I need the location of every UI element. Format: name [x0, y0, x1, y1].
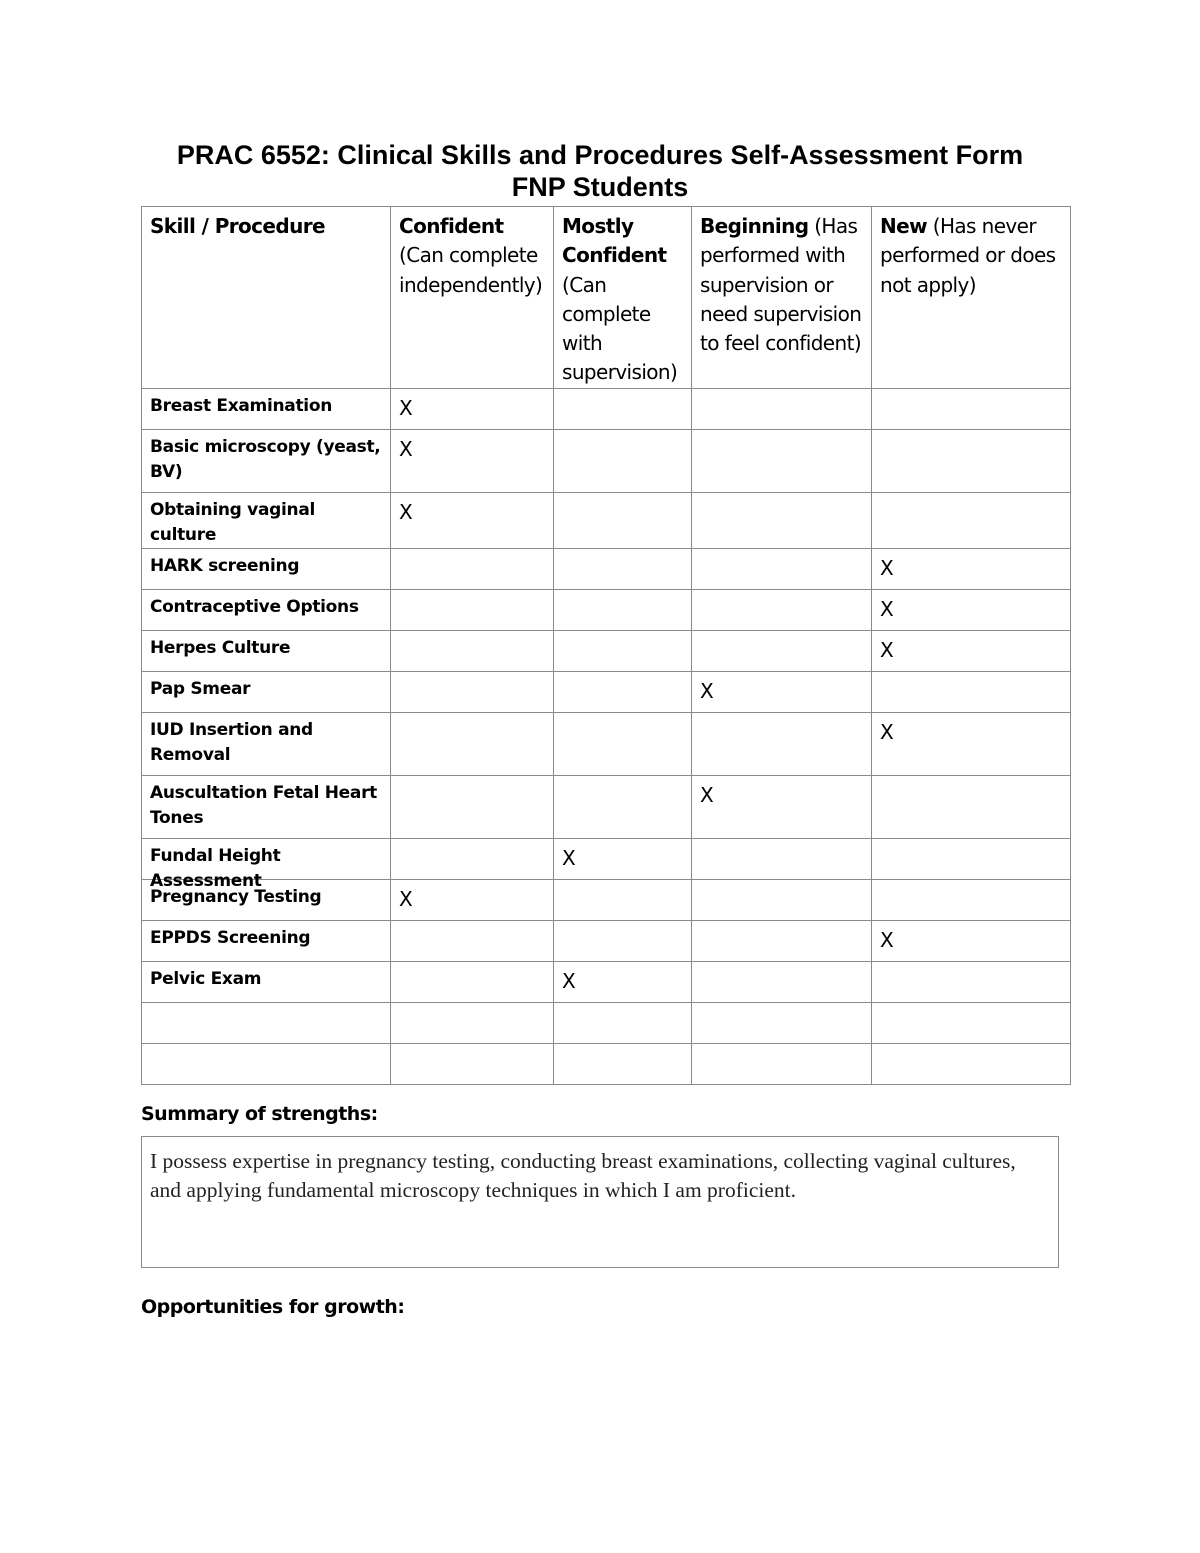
mark-mostly-confident [554, 713, 692, 776]
mark-new [872, 839, 1071, 880]
mark-beginning [692, 921, 872, 962]
skill-cell-text: Fundal Height Assessment [150, 846, 281, 891]
header-skill: Skill / Procedure [142, 207, 391, 389]
mark-confident: X [391, 880, 554, 921]
skill-cell: Auscultation Fetal Heart Tones [142, 776, 391, 839]
mark-new [872, 1044, 1071, 1085]
mark-new: X [872, 549, 1071, 590]
mark-mostly-confident [554, 1044, 692, 1085]
header-confident: Confident (Can complete independently) [391, 207, 554, 389]
skill-cell [142, 1003, 391, 1044]
mark-confident: X [391, 493, 554, 549]
mark-mostly-confident [554, 389, 692, 430]
skill-cell: Basic microscopy (yeast, BV) [142, 430, 391, 493]
table-row [142, 493, 1071, 549]
mark-mostly-confident [554, 880, 692, 921]
mark-new [872, 493, 1071, 549]
mark-beginning [692, 962, 872, 1003]
mark-beginning [692, 590, 872, 631]
document-title [100, 139, 1100, 203]
table-row [142, 590, 1071, 631]
mark-new [872, 962, 1071, 1003]
mark-new: X [872, 631, 1071, 672]
table-header-row [142, 207, 1071, 389]
skill-cell: Obtaining vaginal culture [142, 493, 391, 549]
mark-beginning [692, 389, 872, 430]
title-line-2: FNP Students [511, 172, 689, 202]
skill-cell: Contraceptive Options [142, 590, 391, 631]
mark-confident [391, 1003, 554, 1044]
skill-cell: Herpes Culture [142, 631, 391, 672]
table-row [142, 962, 1071, 1003]
mark-beginning [692, 631, 872, 672]
skill-cell [142, 1044, 391, 1085]
table-row [142, 880, 1071, 921]
mark-new: X [872, 921, 1071, 962]
table-row-empty [142, 1044, 1071, 1085]
mark-mostly-confident [554, 672, 692, 713]
mark-beginning: X [692, 776, 872, 839]
skill-cell: HARK screening [142, 549, 391, 590]
mark-mostly-confident: X [554, 962, 692, 1003]
mark-confident [391, 839, 554, 880]
skill-cell: Pelvic Exam [142, 962, 391, 1003]
mark-confident [391, 921, 554, 962]
skill-cell: Pap Smear [142, 672, 391, 713]
mark-confident [391, 631, 554, 672]
header-new: New (Has never performed or does not apply) [872, 207, 1071, 389]
table-row-empty [142, 1003, 1071, 1044]
title-line-1: PRAC 6552: Clinical Skills and Procedures Self-Assessment Form [176, 140, 1024, 170]
table-row [142, 921, 1071, 962]
mark-beginning [692, 549, 872, 590]
mark-confident [391, 776, 554, 839]
mark-beginning: X [692, 672, 872, 713]
mark-mostly-confident: X [554, 839, 692, 880]
table-row [142, 549, 1071, 590]
summary-of-strengths-text: I possess expertise in pregnancy testing, conducting breast examinations, collecting vaginal cultures, and applying fundamental microscopy techniques in which I am proficient. [141, 1136, 1059, 1268]
mark-mostly-confident [554, 776, 692, 839]
opportunities-for-growth-label: Opportunities for growth: [141, 1296, 405, 1318]
mark-mostly-confident [554, 1003, 692, 1044]
mark-new [872, 1003, 1071, 1044]
skill-cell: Breast Examination [142, 389, 391, 430]
mark-confident [391, 1044, 554, 1085]
mark-new: X [872, 590, 1071, 631]
mark-beginning [692, 880, 872, 921]
mark-confident [391, 672, 554, 713]
mark-mostly-confident [554, 430, 692, 493]
mark-confident [391, 549, 554, 590]
mark-new [872, 880, 1071, 921]
skill-cell: Pregnancy Testing [142, 880, 391, 921]
mark-mostly-confident [554, 493, 692, 549]
table-row [142, 839, 1071, 880]
table-row [142, 389, 1071, 430]
header-mostly-confident: Mostly Confident (Can complete with supervision) [554, 207, 692, 389]
mark-beginning [692, 1044, 872, 1085]
mark-confident [391, 713, 554, 776]
mark-new [872, 776, 1071, 839]
skill-cell: IUD Insertion and Removal [142, 713, 391, 776]
mark-new [872, 430, 1071, 493]
table-row [142, 672, 1071, 713]
mark-mostly-confident [554, 549, 692, 590]
table-row [142, 631, 1071, 672]
mark-mostly-confident [554, 921, 692, 962]
mark-new [872, 672, 1071, 713]
mark-mostly-confident [554, 631, 692, 672]
skills-assessment-table [141, 206, 1071, 1085]
mark-confident [391, 590, 554, 631]
mark-beginning [692, 430, 872, 493]
mark-confident: X [391, 389, 554, 430]
mark-beginning [692, 713, 872, 776]
mark-confident: X [391, 430, 554, 493]
mark-beginning [692, 839, 872, 880]
mark-mostly-confident [554, 590, 692, 631]
mark-confident [391, 962, 554, 1003]
mark-new [872, 389, 1071, 430]
mark-beginning [692, 493, 872, 549]
summary-of-strengths-label: Summary of strengths: [141, 1103, 378, 1125]
table-row [142, 776, 1071, 839]
mark-new: X [872, 713, 1071, 776]
table-row [142, 713, 1071, 776]
mark-beginning [692, 1003, 872, 1044]
header-beginning: Beginning (Has performed with supervision or need supervision to feel confident) [692, 207, 872, 389]
skill-cell [142, 839, 391, 891]
skill-cell: EPPDS Screening [142, 921, 391, 962]
table-row [142, 430, 1071, 493]
